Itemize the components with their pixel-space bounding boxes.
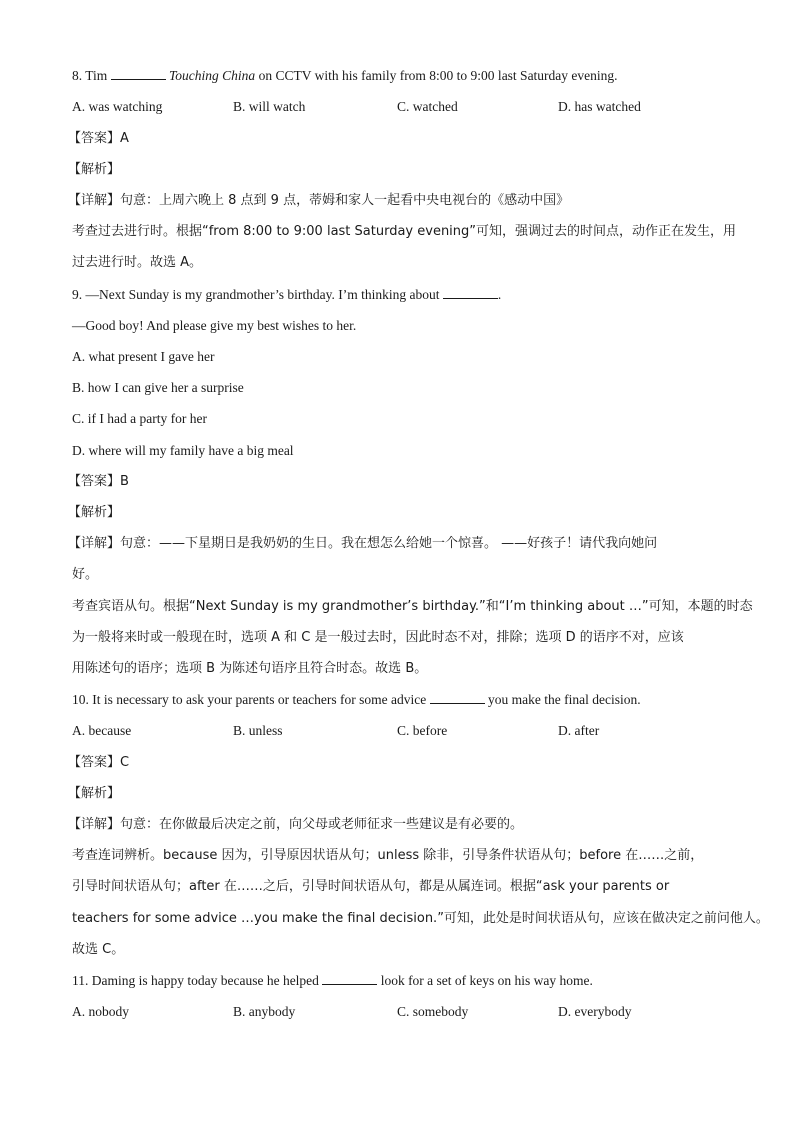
answer-blank [322, 972, 377, 985]
q10-explanation-line: teachers for some advice …you make the final decision.”可知，此处是时间状语从句，应该在做决定之前问他人。 [72, 911, 769, 926]
q9-stem-post: . [497, 287, 502, 302]
option-a: A. what present I gave her [72, 349, 215, 364]
q8-detail: 【详解】句意：上周六晚上 8 点到 9 点，蒂姆和家人一起看中央电视台的《感动中国》 [68, 193, 570, 208]
question-8-stem [72, 67, 618, 85]
q9-answer: 【答案】B [68, 474, 129, 489]
option-c: C. watched [397, 99, 458, 114]
option-a: A. because [72, 723, 132, 738]
q9-explanation-line: 为一般将来时或一般现在时，选项 A 和 C 是一般过去时，因此时态不对，排除；选项 D 的语序不对，应该 [72, 630, 684, 645]
q10-detail: 【详解】句意：在你做最后决定之前，向父母或老师征求一些建议是有必要的。 [68, 817, 524, 832]
q10-explanation-line: 故选 C。 [72, 942, 125, 957]
option-d: D. has watched [558, 99, 641, 114]
q9-reply: —Good boy! And please give my best wishes to her. [72, 318, 357, 333]
option-d: D. where will my family have a big meal [72, 443, 294, 458]
q10-stem-pre: 10. It is necessary to ask your parents or teachers for some advice [72, 692, 430, 707]
q9-analysis-title: 【解析】 [68, 505, 121, 520]
answer-blank [430, 691, 485, 704]
q11-stem-post: look for a set of keys on his way home. [377, 973, 593, 988]
option-c: C. somebody [397, 1004, 469, 1019]
option-b: B. anybody [233, 1004, 296, 1019]
question-10-stem [72, 691, 641, 709]
q11-stem-pre: 11. Daming is happy today because he helped [72, 973, 323, 988]
question-8-options [72, 98, 732, 116]
q8-stem-pre: 8. Tim [72, 68, 111, 83]
question-10-options [72, 722, 732, 740]
question-11-options [72, 1003, 732, 1021]
q9-detail-continued: 好。 [72, 567, 99, 582]
q10-analysis-title: 【解析】 [68, 786, 121, 801]
option-c: C. if I had a party for her [72, 411, 207, 426]
option-a: A. was watching [72, 99, 163, 114]
q8-explanation-line: 过去进行时。故选 A。 [72, 255, 203, 270]
q9-explanation-line: 用陈述句的语序；选项 B 为陈述句语序且符合时态。故选 B。 [72, 661, 428, 676]
q10-explanation-line: 引导时间状语从句；after 在……之后，引导时间状语从句，都是从属连词。根据“ask your parents or [72, 879, 670, 894]
option-b: B. unless [233, 723, 283, 738]
q8-stem-post: on CCTV with his family from 8:00 to 9:00 last Saturday evening. [255, 68, 618, 83]
option-d: D. after [558, 723, 600, 738]
option-b: B. how I can give her a surprise [72, 380, 244, 395]
q9-stem-pre: 9. —Next Sunday is my grandmother’s birthday. I’m thinking about [72, 287, 443, 302]
option-d: D. everybody [558, 1004, 632, 1019]
option-c: C. before [397, 723, 448, 738]
question-11-stem [72, 972, 593, 990]
q8-explanation-line: 考查过去进行时。根据“from 8:00 to 9:00 last Saturday evening”可知，强调过去的时间点，动作正在发生，用 [72, 224, 737, 239]
q8-answer: 【答案】A [68, 131, 129, 146]
q9-explanation-line: 考查宾语从句。根据“Next Sunday is my grandmother’s birthday.”和“I’m thinking about …”可知，本题的时态 [72, 599, 753, 614]
q10-answer: 【答案】C [68, 755, 130, 770]
q10-stem-post: you make the final decision. [484, 692, 641, 707]
option-b: B. will watch [233, 99, 306, 114]
q8-analysis-title: 【解析】 [68, 162, 121, 177]
question-9-stem [72, 286, 501, 304]
answer-blank [111, 67, 166, 80]
option-a: A. nobody [72, 1004, 129, 1019]
q8-program-title: Touching China [169, 68, 256, 83]
q9-detail: 【详解】句意：——下星期日是我奶奶的生日。我在想怎么给她一个惊喜。 ——好孩子！请代我向她问 [68, 536, 658, 551]
q10-explanation-line: 考查连词辨析。because 因为，引导原因状语从句；unless 除非，引导条件状语从句；before 在……之前， [72, 848, 704, 863]
answer-blank [443, 286, 498, 299]
